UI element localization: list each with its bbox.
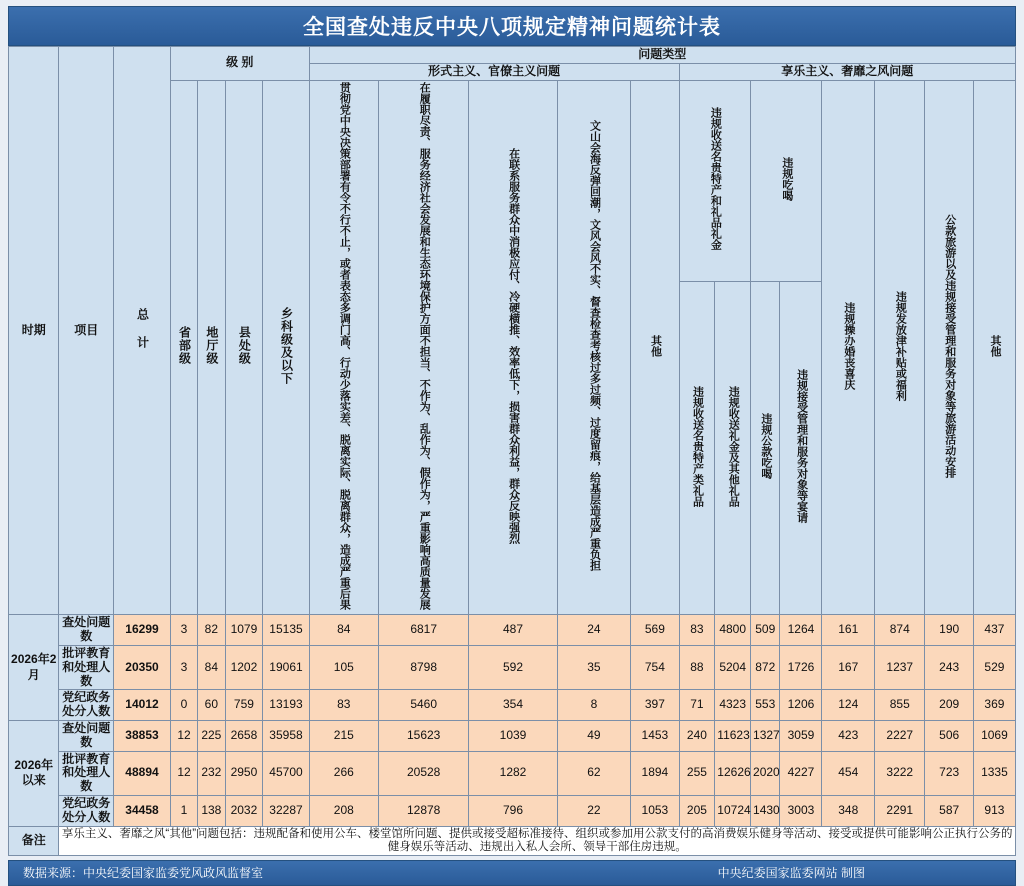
header-hedonism-gift-group: 违规收送名贵特产和礼品礼金 bbox=[679, 80, 750, 281]
cell-hedonism-7: 1069 bbox=[973, 720, 1015, 751]
header-type-group: 问题类型 bbox=[309, 47, 1015, 64]
cell-formalism-3: 35 bbox=[557, 645, 631, 689]
cell-level-0: 3 bbox=[170, 615, 197, 646]
cell-hedonism-7: 1335 bbox=[973, 751, 1015, 795]
cell-formalism-4: 1453 bbox=[631, 720, 679, 751]
page-title: 全国查处违反中央八项规定精神问题统计表 bbox=[8, 6, 1016, 46]
cell-level-1: 138 bbox=[198, 795, 225, 826]
cell-formalism-3: 22 bbox=[557, 795, 631, 826]
cell-level-2: 2658 bbox=[225, 720, 263, 751]
header-formalism-3: 在联系服务群众中消极应付、冷硬横推、效率低下，损害群众利益，群众反映强烈 bbox=[469, 80, 557, 615]
cell-hedonism-1: 10724 bbox=[715, 795, 751, 826]
cell-hedonism-4: 167 bbox=[822, 645, 875, 689]
cell-formalism-0: 266 bbox=[309, 751, 378, 795]
cell-hedonism-4: 348 bbox=[822, 795, 875, 826]
table-row bbox=[9, 795, 1016, 826]
header-hedonism-gift-1: 违规收送名贵特产类礼品 bbox=[679, 281, 715, 615]
cell-hedonism-2: 2020 bbox=[751, 751, 780, 795]
cell-formalism-1: 8798 bbox=[378, 645, 468, 689]
cell-level-0: 1 bbox=[170, 795, 197, 826]
header-level-xianchu: 县处级 bbox=[225, 80, 263, 615]
note-label: 备注 bbox=[9, 826, 59, 855]
cell-total: 20350 bbox=[114, 645, 171, 689]
footer-credit: 中央纪委国家监委网站 制图 bbox=[717, 866, 865, 881]
cell-level-0: 12 bbox=[170, 751, 197, 795]
cell-level-3: 32287 bbox=[263, 795, 309, 826]
cell-formalism-0: 208 bbox=[309, 795, 378, 826]
cell-level-1: 60 bbox=[198, 690, 225, 721]
cell-formalism-1: 12878 bbox=[378, 795, 468, 826]
cell-formalism-4: 1053 bbox=[631, 795, 679, 826]
cell-hedonism-5: 2291 bbox=[875, 795, 925, 826]
cell-hedonism-5: 2227 bbox=[875, 720, 925, 751]
header-formalism-2: 在履职尽责、服务经济社会发展和生态环境保护方面不担当、不作为、乱作为、假作为，严重影响高质量发展 bbox=[378, 80, 468, 615]
cell-hedonism-1: 12626 bbox=[715, 751, 751, 795]
cell-hedonism-1: 5204 bbox=[715, 645, 751, 689]
cell-hedonism-5: 3222 bbox=[875, 751, 925, 795]
cell-level-3: 45700 bbox=[263, 751, 309, 795]
row-item-label: 查处问题数 bbox=[59, 720, 114, 751]
cell-total: 48894 bbox=[114, 751, 171, 795]
cell-formalism-3: 62 bbox=[557, 751, 631, 795]
cell-formalism-2: 796 bbox=[469, 795, 557, 826]
cell-formalism-1: 6817 bbox=[378, 615, 468, 646]
header-total: 总 计 bbox=[114, 47, 171, 615]
cell-hedonism-4: 423 bbox=[822, 720, 875, 751]
page-root bbox=[0, 6, 1024, 881]
cell-hedonism-3: 3003 bbox=[780, 795, 822, 826]
cell-hedonism-0: 88 bbox=[679, 645, 715, 689]
row-item-label: 批评教育和处理人数 bbox=[59, 645, 114, 689]
cell-hedonism-5: 1237 bbox=[875, 645, 925, 689]
header-hedonism-travel: 公款旅游以及违规接受管理和服务对象等旅游活动安排 bbox=[925, 80, 973, 615]
header-hedonism-eat-group: 违规吃喝 bbox=[751, 80, 822, 281]
header-level-group: 级 别 bbox=[170, 47, 309, 81]
footer-bar bbox=[8, 860, 1016, 886]
cell-formalism-0: 83 bbox=[309, 690, 378, 721]
header-hedonism-other: 其他 bbox=[973, 80, 1015, 615]
note-text: 享乐主义、奢靡之风“其他”问题包括：违规配备和使用公车、楼堂馆所问题、提供或接受超标准接待、组织或参加用公款支付的高消费娱乐健身等活动、接受或提供可能影响公正执行公务的健身娱乐等活动、违规出入私人会所、领导干部住房违规。 bbox=[59, 826, 1016, 855]
cell-formalism-2: 1039 bbox=[469, 720, 557, 751]
cell-level-2: 1079 bbox=[225, 615, 263, 646]
cell-formalism-4: 1894 bbox=[631, 751, 679, 795]
cell-level-3: 35958 bbox=[263, 720, 309, 751]
cell-level-3: 13193 bbox=[263, 690, 309, 721]
cell-level-3: 15135 bbox=[263, 615, 309, 646]
cell-hedonism-2: 1327 bbox=[751, 720, 780, 751]
cell-level-1: 84 bbox=[198, 645, 225, 689]
footer-source: 数据来源：中央纪委国家监委党风政风监督室 bbox=[23, 866, 264, 881]
cell-formalism-4: 569 bbox=[631, 615, 679, 646]
cell-level-2: 2950 bbox=[225, 751, 263, 795]
statistics-table bbox=[8, 46, 1016, 856]
cell-formalism-2: 1282 bbox=[469, 751, 557, 795]
cell-hedonism-1: 11623 bbox=[715, 720, 751, 751]
table-row bbox=[9, 645, 1016, 689]
cell-formalism-0: 84 bbox=[309, 615, 378, 646]
table-row bbox=[9, 690, 1016, 721]
cell-hedonism-7: 437 bbox=[973, 615, 1015, 646]
cell-hedonism-3: 4227 bbox=[780, 751, 822, 795]
cell-formalism-3: 49 bbox=[557, 720, 631, 751]
header-level-diting: 地厅级 bbox=[198, 80, 225, 615]
row-item-label: 批评教育和处理人数 bbox=[59, 751, 114, 795]
cell-hedonism-4: 124 bbox=[822, 690, 875, 721]
table-row bbox=[9, 615, 1016, 646]
cell-hedonism-0: 83 bbox=[679, 615, 715, 646]
period-label-0: 2026年2月 bbox=[9, 615, 59, 721]
cell-hedonism-0: 71 bbox=[679, 690, 715, 721]
cell-level-0: 3 bbox=[170, 645, 197, 689]
cell-formalism-4: 397 bbox=[631, 690, 679, 721]
header-formalism-1: 贯彻党中央决策部署有令不行不止，或者表态多调门高、行动少落实差、脱离实际、脱离群众，造成严重后果 bbox=[309, 80, 378, 615]
cell-formalism-1: 15623 bbox=[378, 720, 468, 751]
cell-formalism-2: 592 bbox=[469, 645, 557, 689]
header-level-xiangke: 乡科级及以下 bbox=[263, 80, 309, 615]
header-hedonism-eat-2: 违规接受管理和服务对象等宴请 bbox=[780, 281, 822, 615]
cell-hedonism-3: 3059 bbox=[780, 720, 822, 751]
cell-hedonism-3: 1264 bbox=[780, 615, 822, 646]
note-row bbox=[9, 826, 1016, 855]
cell-hedonism-6: 209 bbox=[925, 690, 973, 721]
cell-hedonism-2: 553 bbox=[751, 690, 780, 721]
cell-formalism-1: 5460 bbox=[378, 690, 468, 721]
cell-hedonism-2: 509 bbox=[751, 615, 780, 646]
cell-level-1: 232 bbox=[198, 751, 225, 795]
header-hedonism-group: 享乐主义、奢靡之风问题 bbox=[679, 63, 1015, 80]
header-hedonism-allowance: 违规发放津补贴或福利 bbox=[875, 80, 925, 615]
cell-level-2: 759 bbox=[225, 690, 263, 721]
cell-formalism-1: 20528 bbox=[378, 751, 468, 795]
cell-formalism-3: 8 bbox=[557, 690, 631, 721]
cell-formalism-3: 24 bbox=[557, 615, 631, 646]
cell-level-2: 2032 bbox=[225, 795, 263, 826]
cell-level-2: 1202 bbox=[225, 645, 263, 689]
header-item: 项目 bbox=[59, 47, 114, 615]
cell-hedonism-5: 874 bbox=[875, 615, 925, 646]
cell-total: 16299 bbox=[114, 615, 171, 646]
cell-hedonism-2: 1430 bbox=[751, 795, 780, 826]
cell-level-1: 82 bbox=[198, 615, 225, 646]
cell-hedonism-1: 4800 bbox=[715, 615, 751, 646]
cell-hedonism-3: 1726 bbox=[780, 645, 822, 689]
cell-hedonism-3: 1206 bbox=[780, 690, 822, 721]
cell-formalism-4: 754 bbox=[631, 645, 679, 689]
cell-hedonism-6: 243 bbox=[925, 645, 973, 689]
cell-level-1: 225 bbox=[198, 720, 225, 751]
cell-level-3: 19061 bbox=[263, 645, 309, 689]
cell-hedonism-6: 723 bbox=[925, 751, 973, 795]
cell-hedonism-2: 872 bbox=[751, 645, 780, 689]
cell-formalism-0: 105 bbox=[309, 645, 378, 689]
row-item-label: 党纪政务处分人数 bbox=[59, 690, 114, 721]
period-label-1: 2026年以来 bbox=[9, 720, 59, 826]
cell-formalism-2: 354 bbox=[469, 690, 557, 721]
header-time: 时期 bbox=[9, 47, 59, 615]
cell-total: 38853 bbox=[114, 720, 171, 751]
cell-hedonism-7: 913 bbox=[973, 795, 1015, 826]
header-formalism-other: 其他 bbox=[631, 80, 679, 615]
header-hedonism-gift-2: 违规收送礼金及其他礼品 bbox=[715, 281, 751, 615]
header-formalism-group: 形式主义、官僚主义问题 bbox=[309, 63, 679, 80]
row-item-label: 查处问题数 bbox=[59, 615, 114, 646]
header-hedonism-eat-1: 违规公款吃喝 bbox=[751, 281, 780, 615]
cell-formalism-0: 215 bbox=[309, 720, 378, 751]
cell-hedonism-6: 587 bbox=[925, 795, 973, 826]
cell-hedonism-0: 255 bbox=[679, 751, 715, 795]
table-row bbox=[9, 751, 1016, 795]
row-item-label: 党纪政务处分人数 bbox=[59, 795, 114, 826]
cell-hedonism-6: 190 bbox=[925, 615, 973, 646]
cell-hedonism-7: 529 bbox=[973, 645, 1015, 689]
cell-level-0: 12 bbox=[170, 720, 197, 751]
cell-hedonism-5: 855 bbox=[875, 690, 925, 721]
cell-total: 34458 bbox=[114, 795, 171, 826]
cell-hedonism-7: 369 bbox=[973, 690, 1015, 721]
cell-hedonism-4: 454 bbox=[822, 751, 875, 795]
cell-hedonism-1: 4323 bbox=[715, 690, 751, 721]
header-formalism-4: 文山会海反弹回潮，文风会风不实、督查检查考核过多过频、过度留痕，给基层造成严重负担 bbox=[557, 80, 631, 615]
cell-hedonism-4: 161 bbox=[822, 615, 875, 646]
cell-hedonism-6: 506 bbox=[925, 720, 973, 751]
header-level-sheng: 省部级 bbox=[170, 80, 197, 615]
cell-hedonism-0: 240 bbox=[679, 720, 715, 751]
cell-total: 14012 bbox=[114, 690, 171, 721]
table-row bbox=[9, 720, 1016, 751]
header-hedonism-wedding: 违规操办婚丧喜庆 bbox=[822, 80, 875, 615]
cell-formalism-2: 487 bbox=[469, 615, 557, 646]
cell-level-0: 0 bbox=[170, 690, 197, 721]
cell-hedonism-0: 205 bbox=[679, 795, 715, 826]
